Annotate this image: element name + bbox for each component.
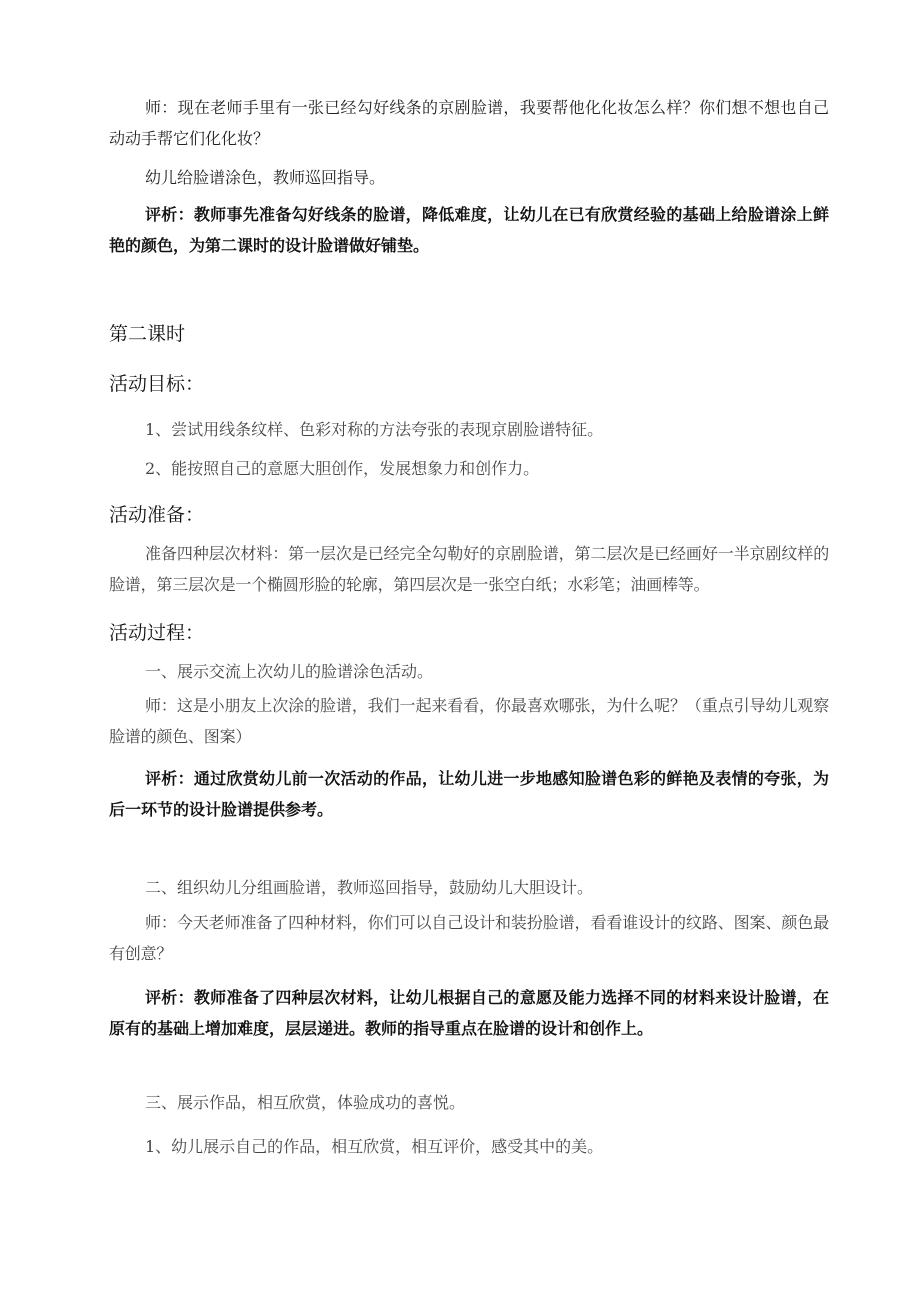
process-step: 二、组织幼儿分组画脸谱，教师巡回指导，鼓励幼儿大胆设计。 (145, 878, 594, 897)
activity-note-paragraph: 幼儿给脸谱涂色，教师巡回指导。 (145, 168, 386, 187)
teacher-dialogue-paragraph: 师：现在老师手里有一张已经勾好线条的京剧脸谱，我要帮他化化妆怎么样？你们想不想也自己动动手帮它们化化妆？ (109, 98, 829, 148)
process-step: 三、展示作品，相互欣赏，体验成功的喜悦。 (145, 1093, 466, 1112)
prep-paragraph: 准备四种层次材料：第一层次是已经完全勾勒好的京剧脸谱，第二层次是已经画好一半京剧纹样的脸谱，第三层次是一个椭圆形脸的轮廓，第四层次是一张空白纸；水彩笔；油画棒等。 (109, 544, 829, 594)
commentary-paragraph: 评析：通过欣赏幼儿前一次活动的作品，让幼儿进一步地感知脸谱色彩的鲜艳及表情的夸张，为后一环节的设计脸谱提供参考。 (109, 769, 829, 819)
teacher-dialogue-paragraph: 师：这是小朋友上次涂的脸谱，我们一起来看看，你最喜欢哪张，为什么呢？（重点引导幼儿观察脸谱的颜色、图案） (109, 696, 829, 746)
commentary-paragraph: 评析：教师事先准备勾好线条的脸谱，降低难度，让幼儿在已有欣赏经验的基础上给脸谱涂上鲜艳的颜色，为第二课时的设计脸谱做好铺垫。 (109, 205, 829, 255)
process-sub-item: 1、幼儿展示自己的作品，相互欣赏，相互评价，感受其中的美。 (145, 1137, 604, 1156)
goals-heading: 活动目标： (109, 373, 205, 395)
commentary-paragraph: 评析：教师准备了四种层次材料，让幼儿根据自己的意愿及能力选择不同的材料来设计脸谱，在原有的基础上增加难度，层层递进。教师的指导重点在脸谱的设计和创作上。 (109, 988, 829, 1038)
process-heading: 活动过程： (109, 622, 205, 644)
lesson-title: 第二课时 (109, 323, 186, 345)
goal-item: 1、尝试用线条纹样、色彩对称的方法夸张的表现京剧脸谱特征。 (145, 420, 604, 439)
prep-heading: 活动准备： (109, 504, 205, 526)
goal-item: 2、能按照自己的意愿大胆创作，发展想象力和创作力。 (145, 459, 540, 478)
teacher-dialogue-paragraph: 师：今天老师准备了四种材料，你们可以自己设计和装扮脸谱，看看谁设计的纹路、图案、颜色最有创意？ (109, 913, 829, 963)
process-step: 一、展示交流上次幼儿的脸谱涂色活动。 (145, 662, 434, 681)
